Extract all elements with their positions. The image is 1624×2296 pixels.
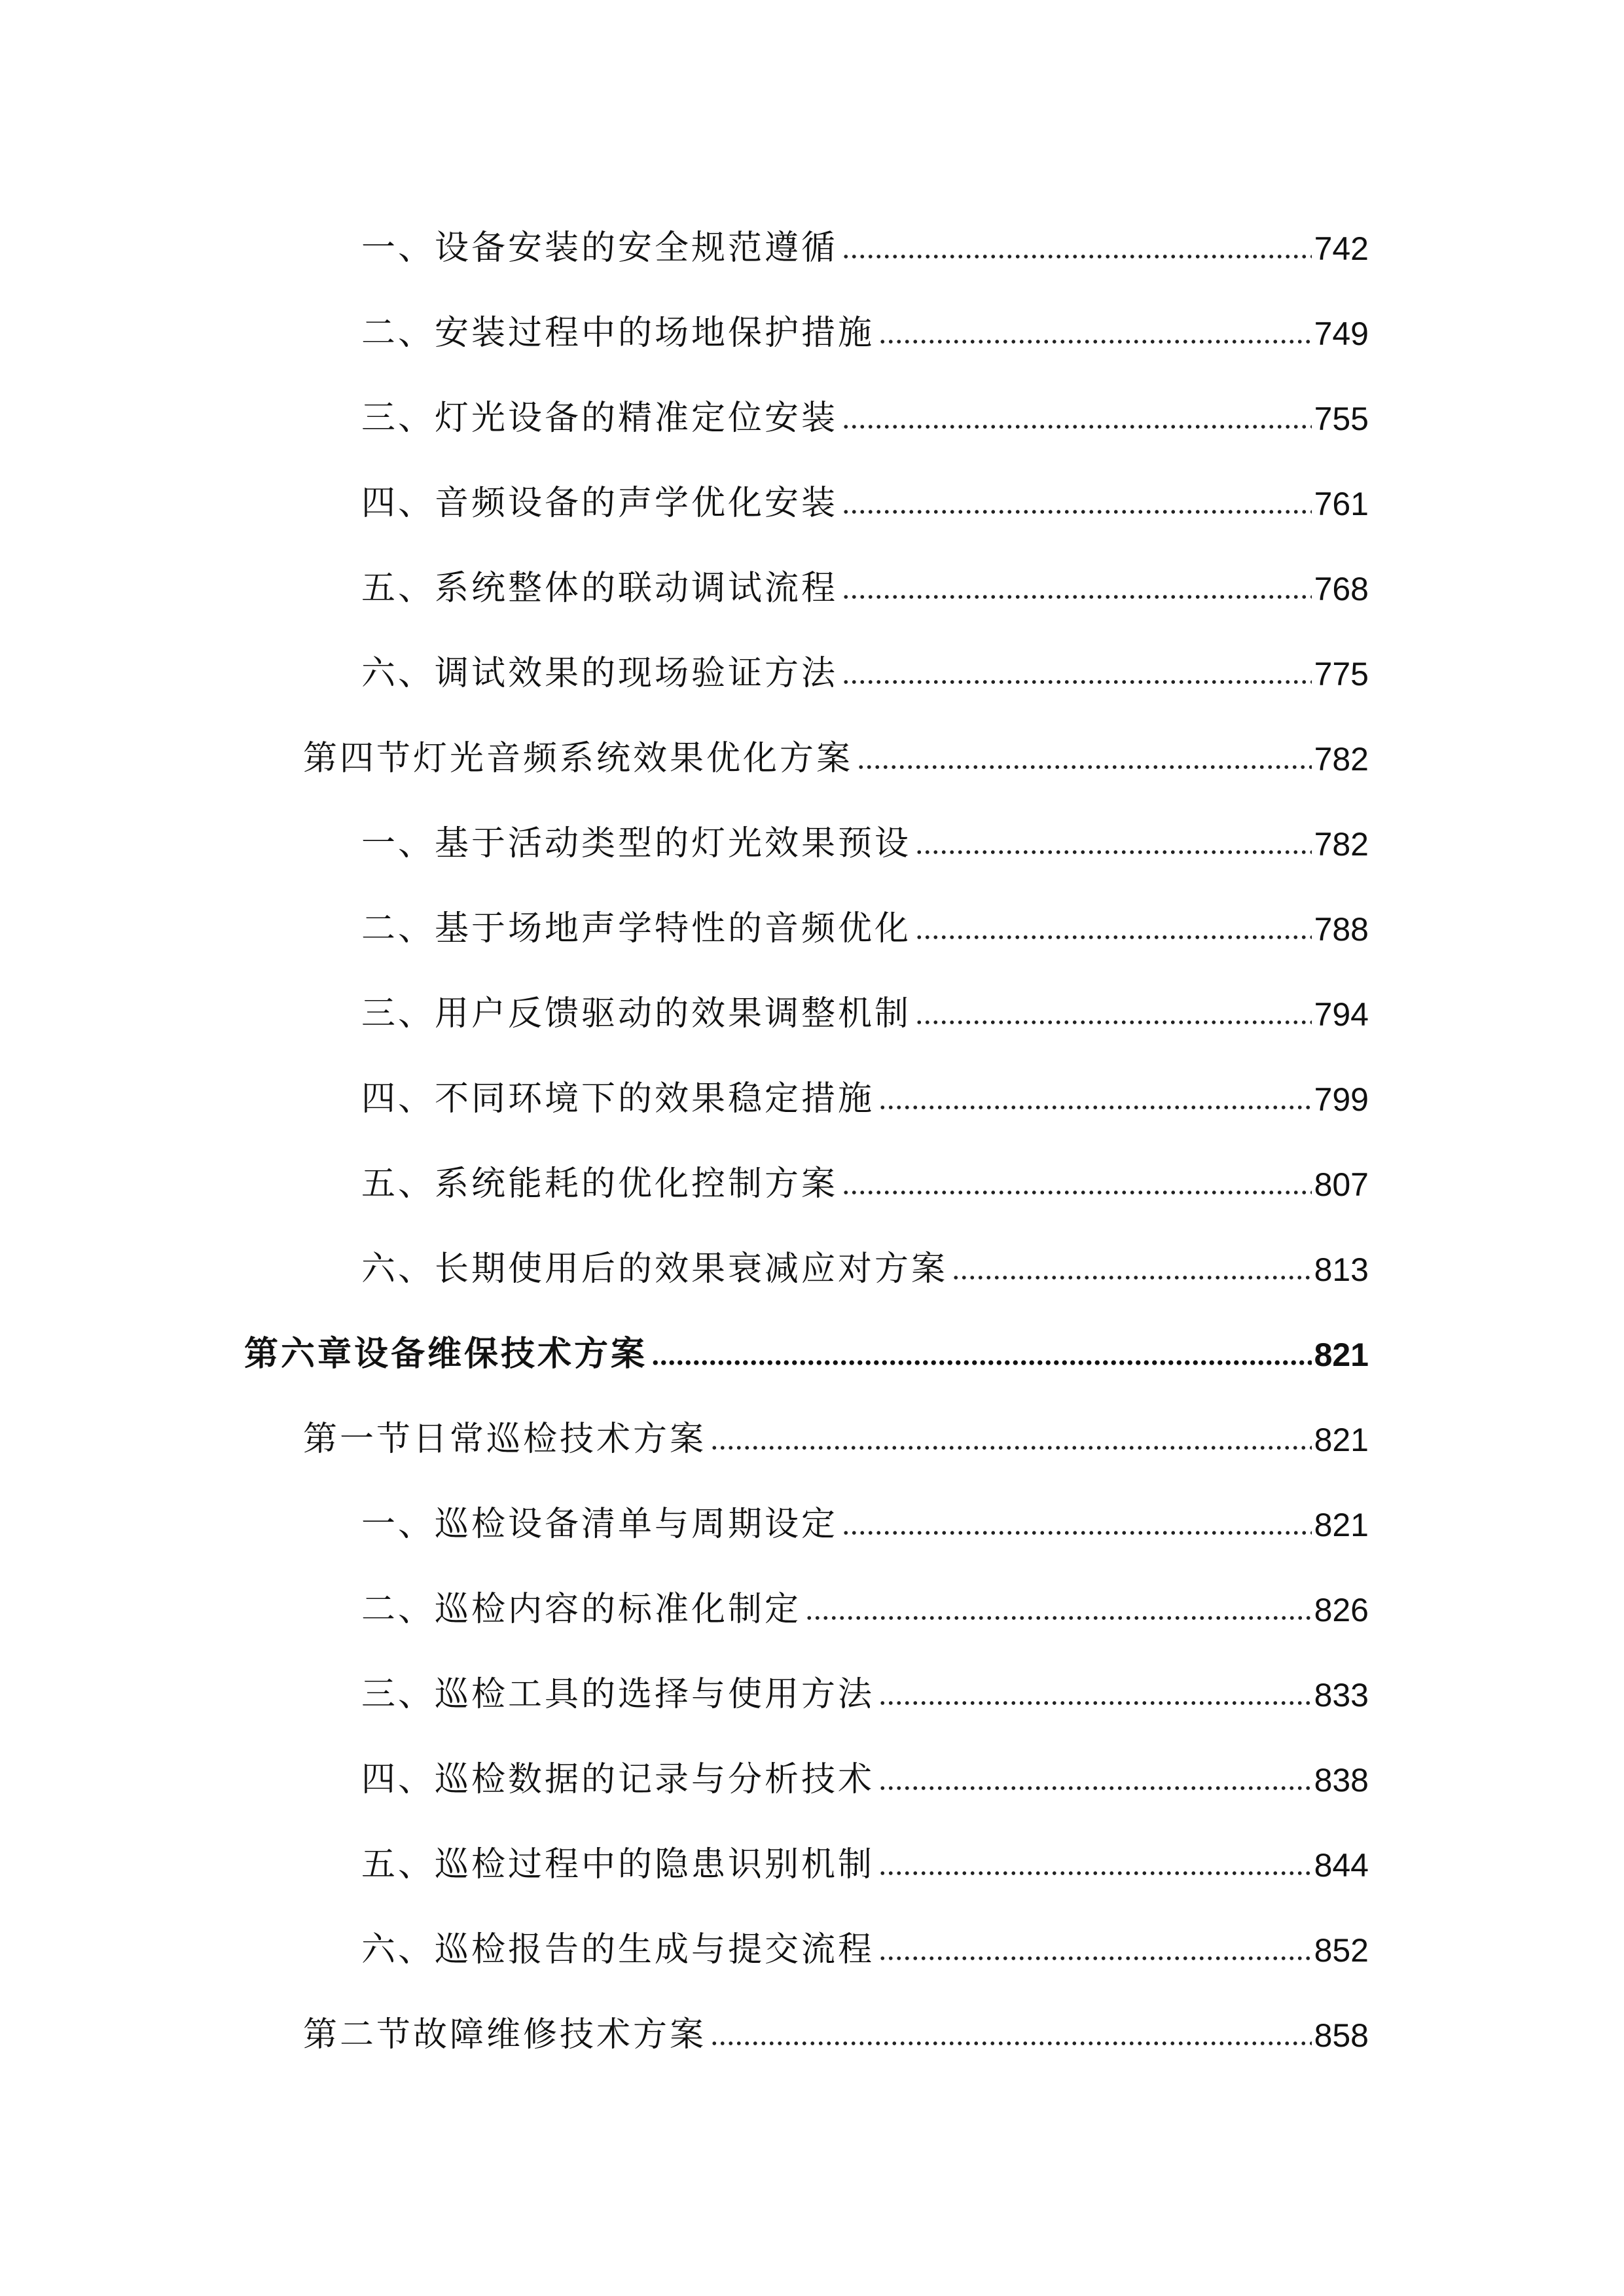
- toc-page-number: 813: [1314, 1251, 1369, 1288]
- toc-entry[interactable]: [361, 1571, 1369, 1630]
- toc-entry-title: 一、巡检设备清单与周期设定: [361, 1504, 839, 1544]
- toc-entry-title: 第一节日常巡检技术方案: [303, 1419, 707, 1459]
- toc-entry-title: 四、不同环境下的效果稳定措施: [361, 1079, 875, 1119]
- toc-entry[interactable]: [361, 295, 1369, 353]
- toc-page-number: 838: [1314, 1762, 1369, 1799]
- toc-entry[interactable]: [361, 1060, 1369, 1119]
- toc-dot-leader: [710, 1418, 1312, 1452]
- toc-page-number: 799: [1314, 1081, 1369, 1118]
- toc-entry-title: 五、系统整体的联动调试流程: [361, 568, 839, 608]
- toc-dot-leader: [842, 226, 1312, 260]
- toc-entry[interactable]: [361, 975, 1369, 1034]
- toc-section-entry[interactable]: [303, 1401, 1369, 1460]
- toc-page-number: 742: [1314, 230, 1369, 267]
- toc-page-number: 749: [1314, 315, 1369, 352]
- toc-dot-leader: [878, 1843, 1312, 1877]
- toc-entry-title: 二、基于场地声学特性的音频优化: [361, 908, 912, 948]
- toc-entry[interactable]: [361, 805, 1369, 864]
- toc-entry-title: 五、系统能耗的优化控制方案: [361, 1164, 839, 1204]
- toc-entry-title: 第六章设备维保技术方案: [244, 1333, 648, 1374]
- toc-page-number: 833: [1314, 1677, 1369, 1713]
- toc-entry-title: 二、巡检内容的标准化制定: [361, 1589, 802, 1629]
- toc-entry-title: 四、巡检数据的记录与分析技术: [361, 1759, 875, 1799]
- toc-dot-leader: [878, 312, 1312, 346]
- toc-entry-title: 三、灯光设备的精准定位安装: [361, 398, 839, 438]
- toc-page-number: 782: [1314, 741, 1369, 778]
- toc-entry[interactable]: [361, 380, 1369, 439]
- toc-dot-leader: [842, 1162, 1312, 1196]
- toc-entry-title: 五、巡检过程中的隐患识别机制: [361, 1844, 875, 1884]
- toc-entry[interactable]: [361, 890, 1369, 949]
- toc-page-number: 794: [1314, 996, 1369, 1033]
- toc-entry[interactable]: [361, 1230, 1369, 1289]
- toc-entry[interactable]: [361, 1656, 1369, 1715]
- toc-dot-leader: [710, 2013, 1312, 2047]
- toc-entry[interactable]: [361, 1486, 1369, 1545]
- toc-entry[interactable]: [361, 465, 1369, 524]
- toc-entry-title: 六、长期使用后的效果衰减应对方案: [361, 1249, 948, 1289]
- toc-entry[interactable]: [361, 1741, 1369, 1800]
- toc-entry-title: 六、调试效果的现场验证方法: [361, 653, 839, 693]
- toc-page-number: 761: [1314, 486, 1369, 522]
- toc-entry-title: 一、设备安装的安全规范遵循: [361, 228, 839, 268]
- toc-dot-leader: [915, 992, 1312, 1026]
- toc-dot-leader: [857, 737, 1312, 771]
- toc-dot-leader: [915, 907, 1312, 941]
- toc-dot-leader: [952, 1247, 1312, 1282]
- toc-page-number: 844: [1314, 1847, 1369, 1884]
- toc-dot-leader: [878, 1077, 1312, 1111]
- toc-dot-leader: [842, 1503, 1312, 1537]
- toc-dot-leader: [878, 1758, 1312, 1792]
- toc-dot-leader: [842, 397, 1312, 431]
- toc-entry-title: 三、巡检工具的选择与使用方法: [361, 1674, 875, 1714]
- toc-page-number: 821: [1314, 1336, 1369, 1373]
- toc-dot-leader: [651, 1333, 1312, 1367]
- toc-entry[interactable]: [361, 209, 1369, 268]
- toc-entry[interactable]: [361, 1826, 1369, 1885]
- toc-page-number: 807: [1314, 1166, 1369, 1203]
- toc-chapter-entry[interactable]: [244, 1316, 1369, 1374]
- toc-dot-leader: [915, 822, 1312, 856]
- toc-entry-title: 第四节灯光音频系统效果优化方案: [303, 738, 854, 778]
- toc-entry[interactable]: [361, 635, 1369, 694]
- toc-dot-leader: [878, 1673, 1312, 1707]
- toc-page-number: 821: [1314, 1422, 1369, 1458]
- toc-entry[interactable]: [361, 1911, 1369, 1970]
- toc-dot-leader: [805, 1588, 1312, 1622]
- toc-page-number: 775: [1314, 656, 1369, 692]
- toc-dot-leader: [842, 567, 1312, 601]
- toc-page-number: 755: [1314, 401, 1369, 437]
- toc-entry-title: 三、用户反馈驱动的效果调整机制: [361, 994, 912, 1033]
- toc-page-number: 768: [1314, 571, 1369, 607]
- toc-entry-title: 二、安装过程中的场地保护措施: [361, 313, 875, 353]
- toc-page-number: 821: [1314, 1507, 1369, 1543]
- toc-dot-leader: [842, 482, 1312, 516]
- toc-page-number: 852: [1314, 1932, 1369, 1969]
- toc-dot-leader: [842, 652, 1312, 686]
- toc-entry-title: 一、基于活动类型的灯光效果预设: [361, 823, 912, 863]
- toc-entry-title: 四、音频设备的声学优化安装: [361, 483, 839, 523]
- toc-entry[interactable]: [361, 550, 1369, 609]
- toc-entry-title: 六、巡检报告的生成与提交流程: [361, 1929, 875, 1969]
- toc-entry[interactable]: [361, 1145, 1369, 1204]
- toc-page-number: 788: [1314, 911, 1369, 948]
- toc-entry-title: 第二节故障维修技术方案: [303, 2015, 707, 2054]
- toc-dot-leader: [878, 1928, 1312, 1962]
- toc-section-entry[interactable]: [303, 720, 1369, 779]
- toc-page-number: 826: [1314, 1592, 1369, 1628]
- toc-section-entry[interactable]: [303, 1996, 1369, 2055]
- toc-page-number: 858: [1314, 2017, 1369, 2054]
- toc-page-number: 782: [1314, 826, 1369, 863]
